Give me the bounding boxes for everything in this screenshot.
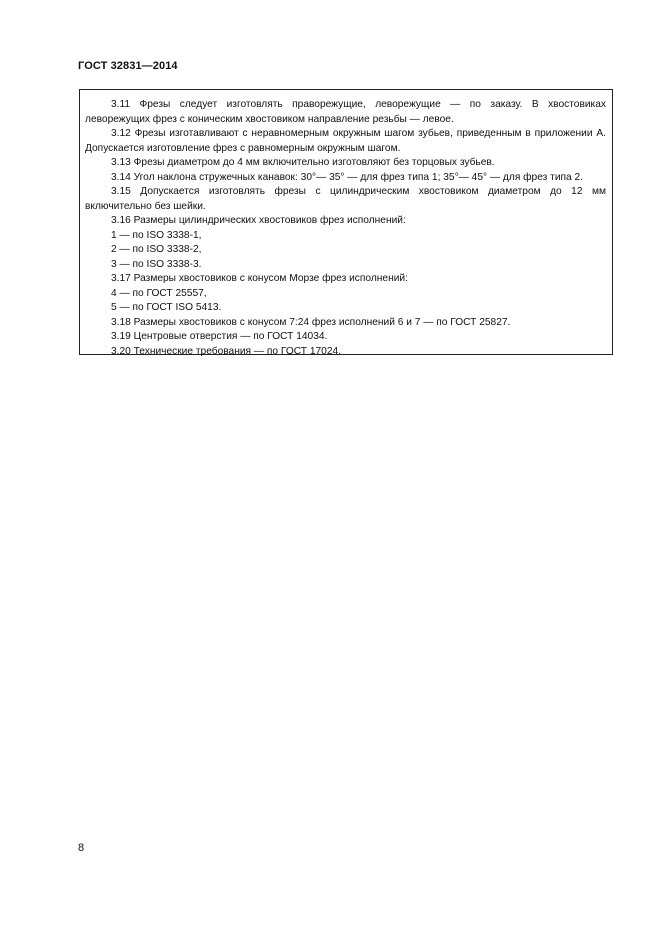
list-item-gost-25557: 4 — по ГОСТ 25557, <box>111 287 207 299</box>
paragraph-3-11: 3.11 Фрезы следует изготовлять праворежущие, леворежущие — по заказу. В хвостовиках леворежущих фрез с коническим хвостовиком направление резьбы — левое. <box>85 99 606 125</box>
list-item-iso-3338-3: 3 — по ISO 3338-3. <box>111 258 202 270</box>
paragraph-3-15: 3.15 Допускается изготовлять фрезы с цилиндрическим хвостовиком диаметром до 12 мм включительно без шейки. <box>85 186 606 212</box>
paragraph-3-17: 3.17 Размеры хвостовиков с конусом Морзе фрез исполнений: <box>111 273 408 284</box>
paragraph-3-14: 3.14 Угол наклона стружечных канавок: 30°— 35° — для фрез типа 1; 35°— 45° — для фрез типа 2. <box>111 171 584 183</box>
list-item-gost-iso-5413: 5 — по ГОСТ ISO 5413. <box>111 302 222 313</box>
requirements-frame <box>79 89 613 355</box>
list-item-iso-3338-2: 2 — по ISO 3338-2, <box>111 244 202 255</box>
paragraph-3-19: 3.19 Центровые отверстия — по ГОСТ 14034. <box>111 331 328 342</box>
paragraph-3-12: 3.12 Фрезы изготавливают с неравномерным окружным шагом зубьев, приведенным в приложении А. Допускается изготовление фрез с равномерным окружным шагом. <box>85 128 606 154</box>
page-number: 8 <box>78 842 85 854</box>
paragraph-3-16: 3.16 Размеры цилиндрических хвостовиков фрез исполнений: <box>111 215 406 226</box>
list-item-iso-3338-1: 1 — по ISO 3338-1, <box>111 229 202 241</box>
paragraph-3-20: 3.20 Технические требования — по ГОСТ 17024. <box>111 345 342 357</box>
paragraph-3-18: 3.18 Размеры хвостовиков с конусом 7:24 фрез исполнений 6 и 7 — по ГОСТ 25827. <box>111 316 511 328</box>
paragraph-3-13: 3.13 Фрезы диаметром до 4 мм включительно изготовляют без торцовых зубьев. <box>111 157 495 168</box>
document-header: ГОСТ 32831—2014 <box>78 60 178 72</box>
